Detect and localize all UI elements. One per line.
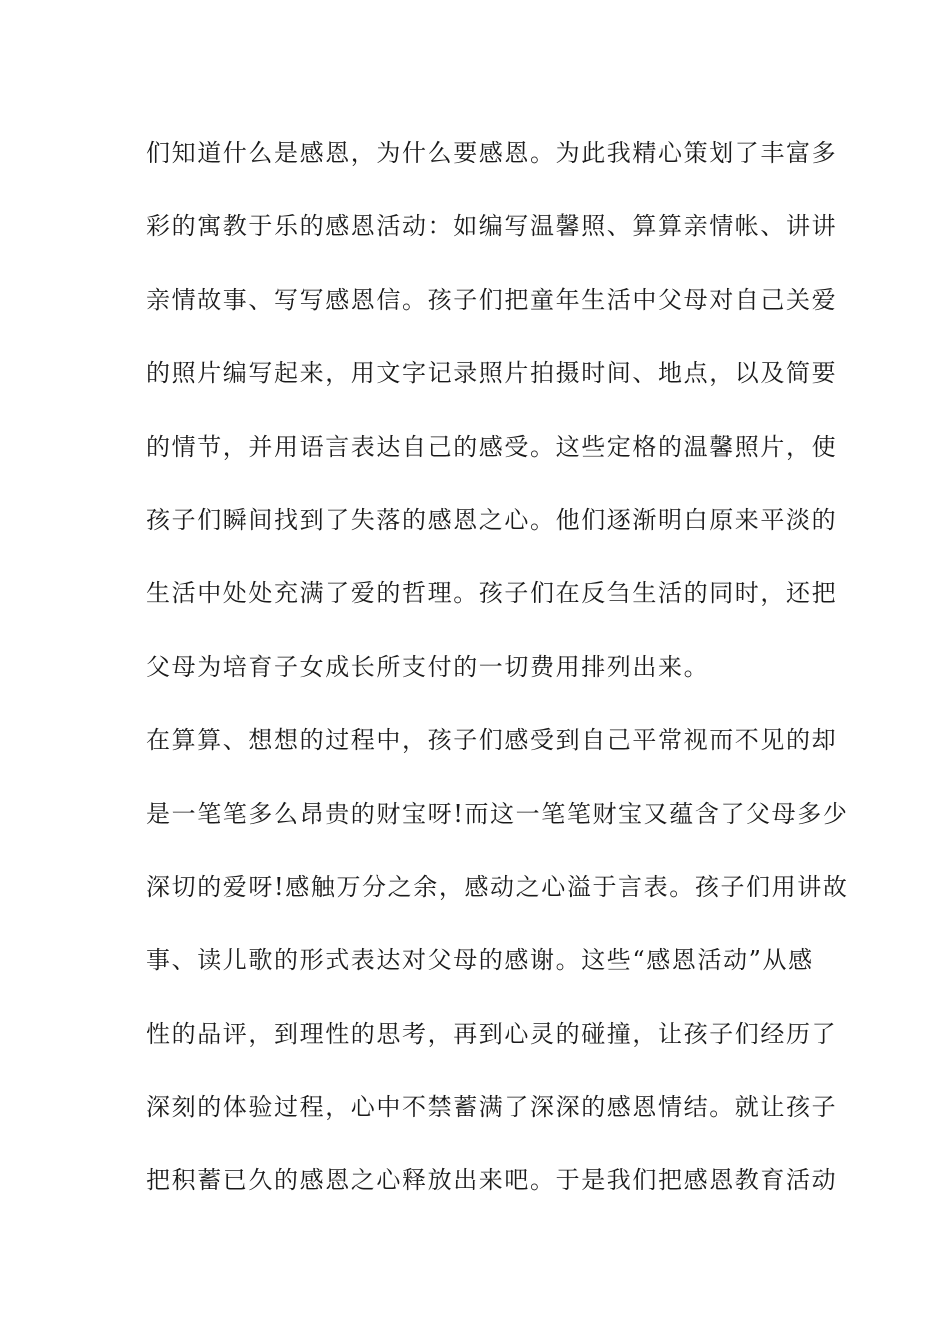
body-text (146, 128, 849, 1229)
text-line: 亲情故事、写写感恩信。孩子们把童年生活中父母对自己关爱 (146, 285, 838, 314)
text-line: 的照片编写起来，用文字记录照片拍摄时间、地点，以及简要 (146, 359, 838, 388)
text-line: 孩子们瞬间找到了失落的感恩之心。他们逐渐明白原来平淡的 (146, 505, 838, 534)
text-line: 是一笔笔多么昂贵的财宝呀!而这一笔笔财宝又蕴含了父母多少 (146, 799, 849, 828)
text-line: 事、读儿歌的形式表达对父母的感谢。这些“感恩活动”从感 (146, 946, 814, 975)
text-line: 们知道什么是感恩，为什么要感恩。为此我精心策划了丰富多 (146, 139, 838, 167)
text-line: 在算算、想想的过程中，孩子们感受到自己平常视而不见的却 (146, 726, 838, 755)
text-line: 性的品评，到理性的思考，再到心灵的碰撞，让孩子们经历了 (146, 1019, 838, 1048)
text-line: 的情节，并用语言表达自己的感受。这些定格的温馨照片，使 (146, 432, 838, 461)
text-line: 生活中处处充满了爱的哲理。孩子们在反刍生活的同时，还把 (146, 579, 838, 608)
text-line: 深切的爱呀!感触万分之余，感动之心溢于言表。孩子们用讲故 (146, 872, 849, 901)
text-line: 父母为培育子女成长所支付的一切费用排列出来。 (146, 652, 710, 681)
text-line: 彩的寓教于乐的感恩活动：如编写温馨照、算算亲情帐、讲讲 (146, 212, 838, 241)
text-line: 深刻的体验过程，心中不禁蓄满了深深的感恩情结。就让孩子 (146, 1093, 838, 1122)
text-line: 把积蓄已久的感恩之心释放出来吧。于是我们把感恩教育活动 (146, 1166, 838, 1195)
